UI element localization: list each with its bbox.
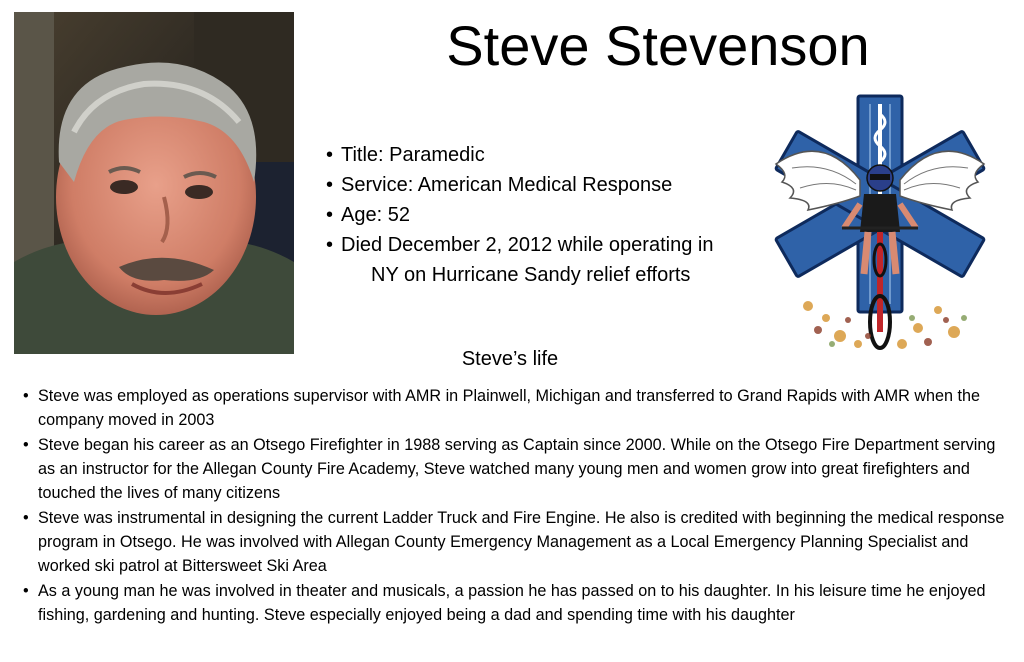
list-item: • Steve began his career as an Otsego Firefighter in 1988 serving as Captain since 2000. While on the Otsego Fire Department serving as an instructor for the Allegan County Fire Academy, Steve watched many young men and women grow into great firefighters and touched the lives of many citizens (20, 433, 1006, 505)
life-list (20, 384, 1006, 628)
fact-died-line1: Died December 2, 2012 while operating in (341, 234, 714, 256)
list-item: • As a young man he was involved in theater and musicals, a passion he has passed on to his daughter. In his leisure time he enjoyed fishing, gardening and hunting. Steve especially enjoyed being a dad and spending time with his daughter (20, 579, 1006, 627)
section-heading-life: Steve’s life (461, 348, 559, 370)
star-of-life-icon (768, 92, 992, 354)
list-item: • Steve was instrumental in designing the current Ladder Truck and Fire Engine. He also is credited with beginning the medical response program in Otsego. He was involved with Allegan County Emergency Management as a Local Emergency Planning Specialist and worked ski patrol at Bittersweet Ski Area (20, 506, 1006, 578)
portrait-illustration (14, 12, 294, 354)
fact-age: • Age: 52 (326, 200, 766, 230)
facts-list (326, 140, 766, 290)
list-item: • Steve was employed as operations supervisor with AMR in Plainwell, Michigan and transferred to Grand Rapids with AMR when the company moved in 2003 (20, 384, 1006, 432)
fact-service: • Service: American Medical Response (326, 170, 766, 200)
star-of-life-emblem (768, 92, 992, 354)
fact-died (326, 230, 766, 290)
fact-title: • Title: Paramedic (326, 140, 766, 170)
fact-died-line2: NY on Hurricane Sandy relief efforts (371, 264, 691, 286)
portrait-photo (14, 12, 294, 354)
page-title: Steve Stevenson (446, 14, 870, 77)
